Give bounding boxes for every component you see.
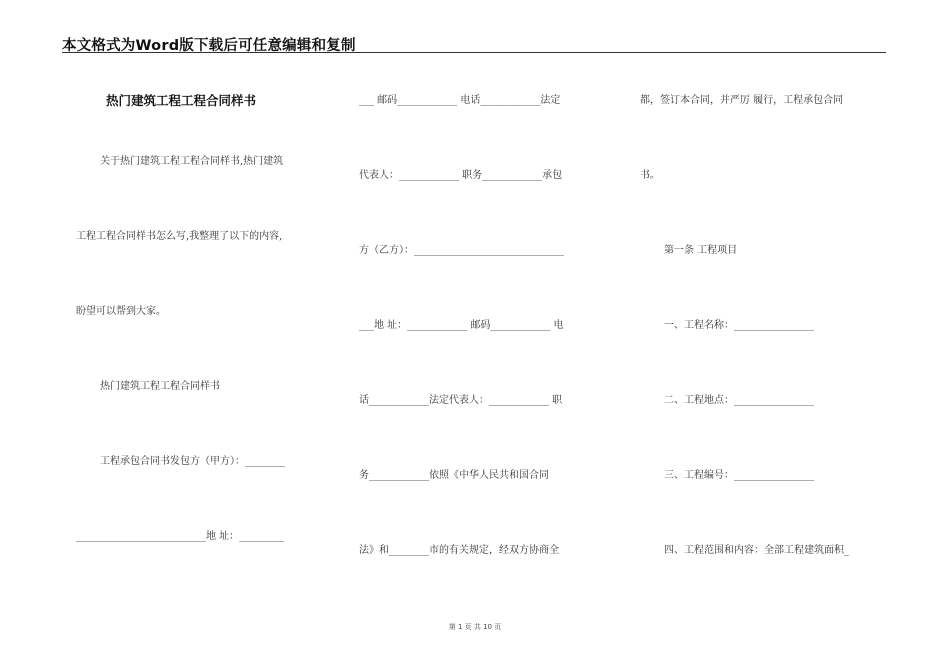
column-3 [640, 0, 890, 600]
paragraph-line: __________________________地 址：_________ [76, 531, 285, 542]
paragraph-line: 四、工程范围和内容：全部工程建筑面积_ [664, 545, 849, 556]
paragraph-line: 工程承包合同书发包方（甲方）：________ [100, 456, 285, 467]
page-number: 第 1 页 共 10 页 [448, 623, 502, 631]
column-1 [76, 0, 336, 600]
paragraph-line: 三、工程编号：________________ [664, 470, 814, 481]
document-header: 本文格式为Word版下载后可任意编辑和复制 [62, 38, 356, 54]
paragraph-line: ___地 址：____________ 邮码____________ 电 [359, 320, 564, 331]
paragraph-line: 书。 [640, 170, 660, 181]
paragraph-line: 盼望可以帮到大家。 [76, 306, 166, 317]
paragraph-line: ___ 邮码____________ 电话____________法定 [359, 95, 561, 106]
document-title: 热门建筑工程工程合同样书 [106, 93, 257, 108]
paragraph-line: 方（乙方）：______________________________ [359, 245, 564, 256]
paragraph-line: 代表人：____________ 职务____________承包 [359, 170, 563, 181]
paragraph-line: 都，签订本合同，并严厉 履行，工程承包合同 [640, 95, 844, 106]
paragraph-line: 法》和________市的有关规定，经双方协商全 [359, 545, 559, 556]
paragraph-line: 一、工程名称：________________ [664, 320, 814, 331]
paragraph-line: 工程工程合同样书怎么写,我整理了以下的内容, [76, 231, 283, 242]
paragraph-line: 关于热门建筑工程工程合同样书,热门建筑 [100, 156, 284, 167]
column-2 [359, 0, 609, 600]
paragraph-line: 热门建筑工程工程合同样书 [100, 381, 220, 392]
paragraph-line: 话____________法定代表人：____________ 职 [359, 395, 563, 406]
section-heading: 第一条 工程项目 [664, 245, 738, 256]
paragraph-line: 二、工程地点：________________ [664, 395, 814, 406]
paragraph-line: 务____________依照《中华人民共和国合同 [359, 470, 549, 481]
